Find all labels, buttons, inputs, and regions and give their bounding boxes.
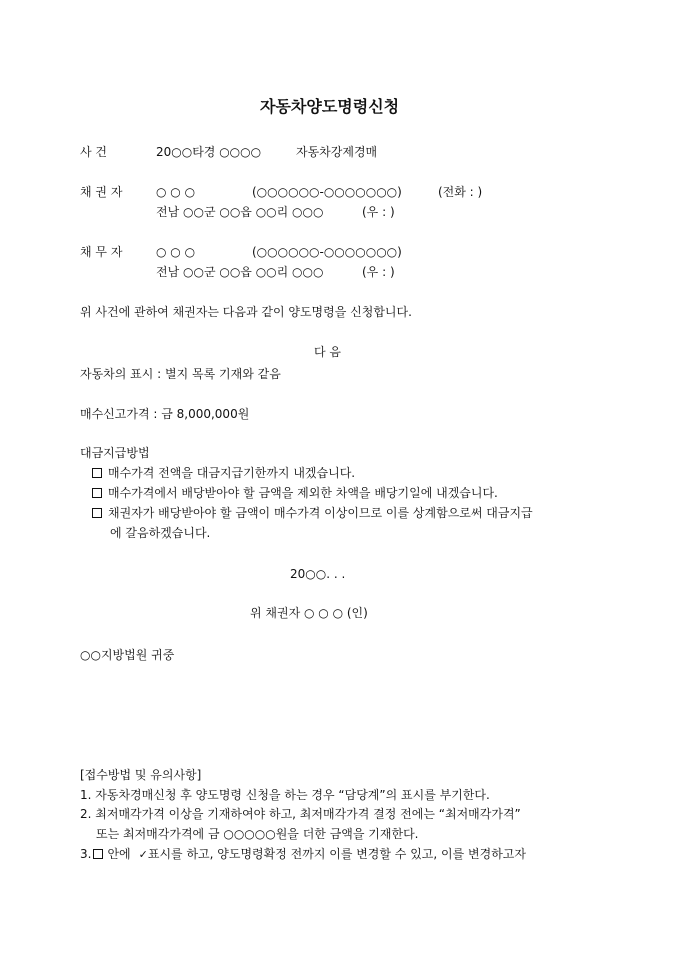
note-3 bbox=[80, 846, 526, 863]
checkbox-icon[interactable] bbox=[92, 488, 102, 498]
court-addressee: ○○지방법원 귀중 bbox=[80, 648, 175, 662]
creditor-zip: (우 : ) bbox=[362, 205, 395, 219]
creditor-label: 채 권 자 bbox=[80, 185, 123, 199]
creditor-phone: (전화 : ) bbox=[438, 185, 483, 199]
creditor-address: 전남 ○○군 ○○읍 ○○리 ○○○ bbox=[156, 205, 324, 219]
debtor-name: ○ ○ ○ bbox=[156, 245, 196, 259]
document-title: 자동차양도명령신청 bbox=[260, 97, 400, 116]
creditor-name: ○ ○ ○ bbox=[156, 185, 196, 199]
payment-option-1[interactable] bbox=[92, 465, 355, 481]
signer-line: 위 채권자 ○ ○ ○ (인) bbox=[250, 606, 368, 620]
notes-title: [접수방법 및 유의사항] bbox=[80, 768, 202, 782]
payment-option-3-label: 채권자가 배당받아야 할 금액이 매수가격 이상이므로 이를 상계함으로써 대금지급 bbox=[108, 506, 533, 520]
price-line: 매수신고가격 : 금 8,000,000원 bbox=[80, 407, 250, 421]
payment-title: 대금지급방법 bbox=[80, 446, 150, 460]
payment-option-3-continued: 에 갈음하겠습니다. bbox=[110, 526, 211, 540]
checkmark-icon: ✓ bbox=[138, 848, 148, 861]
intro-text: 위 사건에 관하여 채권자는 다음과 같이 양도명령을 신청합니다. bbox=[80, 305, 412, 319]
payment-option-2-label: 매수가격에서 배당받아야 할 금액을 제외한 차액을 배당기일에 내겠습니다. bbox=[108, 486, 498, 500]
case-label: 사 건 bbox=[80, 145, 107, 159]
note-3-text-b: 표시를 하고, 양도명령확정 전까지 이를 변경할 수 있고, 이를 변경하고자 bbox=[147, 847, 526, 861]
creditor-id: (○○○○○○-○○○○○○○) bbox=[252, 185, 402, 199]
note-3-text-a: 안에 bbox=[107, 847, 131, 861]
debtor-label: 채 무 자 bbox=[80, 245, 123, 259]
note-2-continued: 또는 최저매각가격에 금 ○○○○○원을 더한 금액을 기재한다. bbox=[96, 827, 419, 841]
payment-option-3[interactable] bbox=[92, 505, 533, 521]
checkbox-icon bbox=[93, 849, 103, 859]
note-3-number: 3. bbox=[80, 847, 92, 861]
vehicle-line: 자동차의 표시 : 별지 목록 기재와 같음 bbox=[80, 367, 281, 381]
debtor-address: 전남 ○○군 ○○읍 ○○리 ○○○ bbox=[156, 265, 324, 279]
debtor-id: (○○○○○○-○○○○○○○) bbox=[252, 245, 402, 259]
checkbox-icon[interactable] bbox=[92, 468, 102, 478]
payment-option-2[interactable] bbox=[92, 485, 498, 501]
payment-option-1-label: 매수가격 전액을 대금지급기한까지 내겠습니다. bbox=[108, 466, 356, 480]
case-number: 20○○타경 ○○○○ bbox=[156, 145, 262, 159]
case-type: 자동차강제경매 bbox=[296, 145, 378, 159]
note-1: 1. 자동차경매신청 후 양도명령 신청을 하는 경우 “담당계”의 표시를 부기한다. bbox=[80, 788, 490, 802]
note-2: 2. 최저매각가격 이상을 기재하여야 하고, 최저매각가격 결정 전에는 “최저매각가격” bbox=[80, 807, 521, 821]
checkbox-icon[interactable] bbox=[92, 508, 102, 518]
debtor-zip: (우 : ) bbox=[362, 265, 395, 279]
application-date: 20○○. . . bbox=[290, 567, 346, 581]
section-heading: 다 음 bbox=[314, 345, 341, 359]
